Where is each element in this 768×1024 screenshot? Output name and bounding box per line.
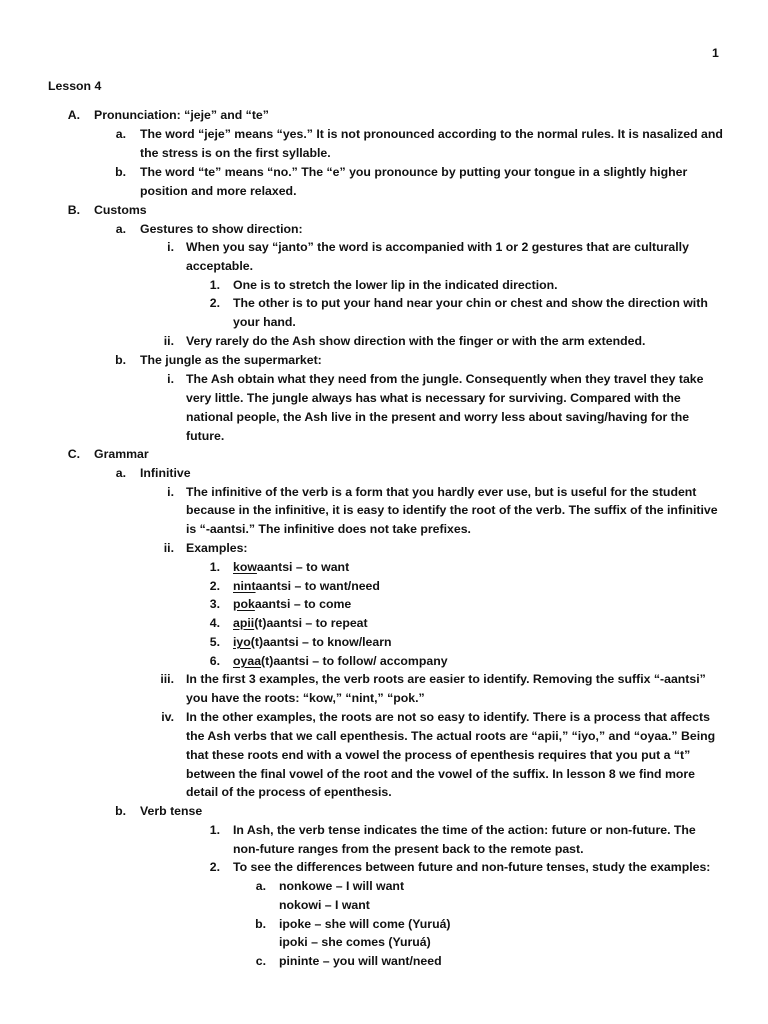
- number-marker: 1.: [209, 278, 220, 292]
- roman-marker: iii.: [160, 672, 174, 686]
- example-verb: [233, 577, 380, 596]
- item-line: the Ash verbs that we call epenthesis. The actual roots are “apii,” “iyo,” and “oyaa.” Being: [186, 729, 716, 743]
- letter-marker: b.: [255, 917, 266, 931]
- item-line: In Ash, the verb tense indicates the time of the action: future or non-future. The: [233, 823, 696, 837]
- item-line: The other is to put your hand near your chin or chest and show the direction with: [233, 296, 708, 310]
- number-marker: 3.: [209, 597, 220, 611]
- number-marker: 5.: [209, 635, 220, 649]
- item-line: acceptable.: [186, 259, 253, 273]
- item-marker: a.: [115, 222, 126, 236]
- item-heading: Verb tense: [140, 804, 203, 818]
- item-line: the stress is on the first syllable.: [140, 146, 331, 160]
- item-line: that these roots end with a vowel the process of epenthesis requires that you put a “t”: [186, 748, 691, 762]
- item-marker: b.: [115, 165, 126, 179]
- item-line: The Ash obtain what they need from the jungle. Consequently when they travel they take: [186, 372, 704, 386]
- verb-gloss: (t)aantsi – to know/learn: [250, 635, 392, 649]
- item-line: The infinitive of the verb is a form that you hardly ever use, but is useful for the student: [186, 485, 697, 499]
- item-line: is “-aantsi.” The infinitive does not take prefixes.: [186, 522, 471, 536]
- example-verb: [233, 633, 392, 652]
- verb-gloss: aantsi – to come: [254, 597, 352, 611]
- example-line: nokowi – I want: [279, 898, 370, 912]
- item-line: future.: [186, 429, 225, 443]
- lesson-title: Lesson 4: [48, 79, 102, 93]
- item-heading: Infinitive: [140, 466, 191, 480]
- example-line: ipoke – she will come (Yuruá): [279, 917, 451, 931]
- verb-root: nint: [233, 579, 256, 593]
- letter-marker: a.: [255, 879, 266, 893]
- item-line: The word “te” means “no.” The “e” you pronounce by putting your tongue in a slightly higher: [140, 165, 688, 179]
- item-line: To see the differences between future and non-future tenses, study the examples:: [233, 860, 711, 874]
- verb-root: apii: [233, 616, 255, 630]
- number-marker: 1.: [209, 823, 220, 837]
- roman-marker: ii.: [163, 334, 174, 348]
- item-line: national people, the Ash live in the present and worry less about saving/having for the: [186, 410, 690, 424]
- item-line: position and more relaxed.: [140, 184, 297, 198]
- verb-gloss: aantsi – to want: [256, 560, 350, 574]
- roman-marker: i.: [167, 485, 174, 499]
- example-line: nonkowe – I will want: [279, 879, 405, 893]
- item-line: Very rarely do the Ash show direction with the finger or with the arm extended.: [186, 334, 646, 348]
- item-line: One is to stretch the lower lip in the indicated direction.: [233, 278, 558, 292]
- section-heading: Customs: [94, 203, 147, 217]
- number-marker: 4.: [209, 616, 220, 630]
- roman-marker: i.: [167, 372, 174, 386]
- verb-gloss: (t)aantsi – to follow/ accompany: [261, 654, 448, 668]
- page-number: 1: [712, 46, 719, 60]
- item-line: In the other examples, the roots are not so easy to identify. There is a process that affects: [186, 710, 710, 724]
- item-line: When you say “janto” the word is accompanied with 1 or 2 gestures that are culturally: [186, 240, 689, 254]
- roman-marker: ii.: [163, 541, 174, 555]
- section-marker: B.: [67, 203, 80, 217]
- item-line: very little. The jungle always has what is necessary for surviving. Compared with the: [186, 391, 681, 405]
- example-verb: [233, 558, 349, 577]
- item-line: you have the roots: “kow,” “nint,” “pok.”: [186, 691, 425, 705]
- letter-marker: c.: [255, 954, 266, 968]
- example-verb: [233, 595, 351, 614]
- item-line: In the first 3 examples, the verb roots are easier to identify. Removing the suffix “-aantsi”: [186, 672, 706, 686]
- section-heading: Pronunciation: “jeje” and “te”: [94, 108, 269, 122]
- item-line: your hand.: [233, 315, 296, 329]
- verb-root: oyaa: [233, 654, 262, 668]
- item-heading: Gestures to show direction:: [140, 222, 303, 236]
- example-verb: [233, 614, 368, 633]
- item-line: because in the infinitive, it is easy to identify the root of the verb. The suffix of the infinitive: [186, 503, 718, 517]
- number-marker: 6.: [209, 654, 220, 668]
- example-line: ipoki – she comes (Yuruá): [279, 935, 431, 949]
- example-line: pininte – you will want/need: [279, 954, 442, 968]
- section-heading: Grammar: [94, 447, 149, 461]
- verb-gloss: aantsi – to want/need: [255, 579, 380, 593]
- item-heading: Examples:: [186, 541, 248, 555]
- roman-marker: iv.: [161, 710, 174, 724]
- number-marker: 2.: [209, 296, 220, 310]
- number-marker: 2.: [209, 579, 220, 593]
- section-marker: C.: [67, 447, 80, 461]
- item-line: non-future ranges from the present back to the remote past.: [233, 842, 584, 856]
- item-marker: a.: [115, 466, 126, 480]
- verb-root: pok: [233, 597, 255, 611]
- item-marker: b.: [115, 353, 126, 367]
- item-line: The word “jeje” means “yes.” It is not pronounced according to the normal rules. It is nasalized and: [140, 127, 723, 141]
- example-verb: [233, 652, 448, 671]
- verb-root: iyo: [233, 635, 251, 649]
- item-heading: The jungle as the supermarket:: [140, 353, 322, 367]
- item-line: detail of the process of epenthesis.: [186, 785, 392, 799]
- verb-gloss: (t)aantsi – to repeat: [254, 616, 368, 630]
- section-marker: A.: [67, 108, 80, 122]
- roman-marker: i.: [167, 240, 174, 254]
- number-marker: 2.: [209, 860, 220, 874]
- item-marker: a.: [115, 127, 126, 141]
- verb-root: kow: [233, 560, 257, 574]
- item-marker: b.: [115, 804, 126, 818]
- item-line: between the final vowel of the root and the vowel of the suffix. In lesson 8 we find more: [186, 767, 696, 781]
- number-marker: 1.: [209, 560, 220, 574]
